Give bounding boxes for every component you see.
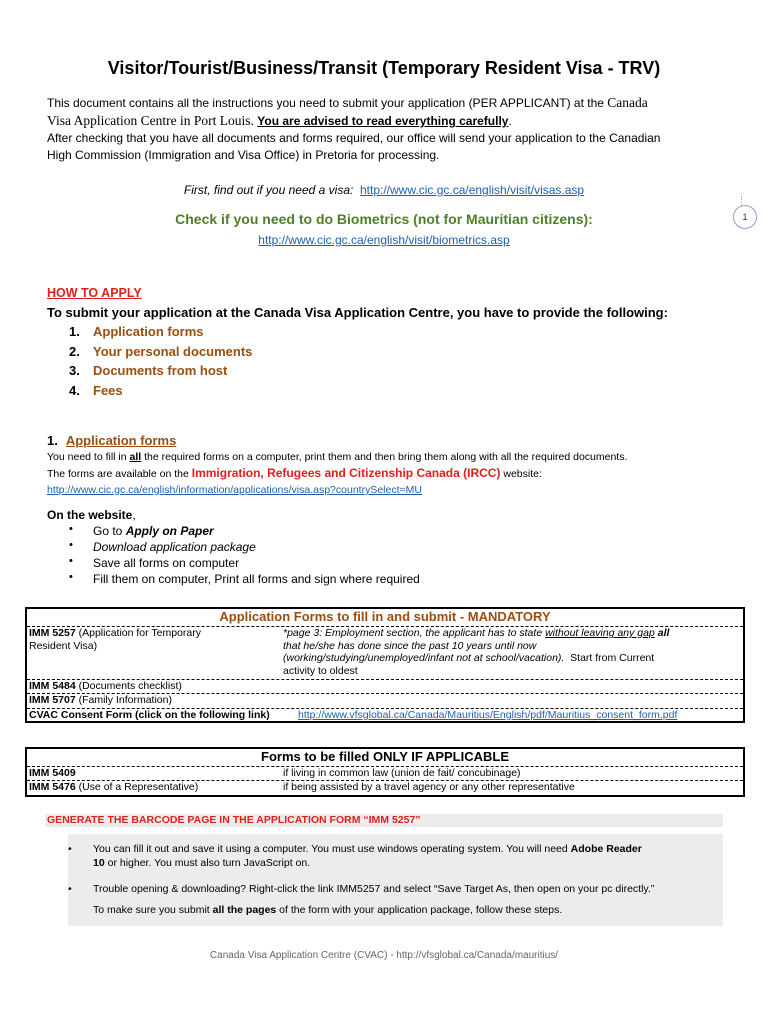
visa-check [0,182,768,199]
table-row: IMM 5476 (Use of a Representative) if being assisted by a travel agency or any other representative [27,780,743,794]
barcode-heading: GENERATE THE BARCODE PAGE IN THE APPLICATION FORM “IMM 5257” [47,814,421,826]
how-to-apply-heading: HOW TO APPLY [47,286,142,300]
intro-para2-line2: High Commission (Immigration and Visa Office) in Pretoria for processing. [47,148,440,162]
table-row: IMM 5707 (Family Information) [27,693,743,707]
visa-check-text: First, find out if you need a visa: [183,183,354,197]
optional-forms-table [25,747,745,797]
page-title: Visitor/Tourist/Business/Transit (Temporary Resident Visa - TRV) [107,58,661,78]
website-step: • Download application package [69,540,420,556]
step-item: 4. Fees [69,382,123,398]
website-heading: On the website, [47,508,136,522]
intro-text-1: This document contains all the instructions you need to submit your application (PER APPLICANT) at the [47,96,604,110]
barcode-instructions: • You can fill it out and save it using a computer. You must use windows operating system. You will need Adobe Reader 10 or higher. You must also turn JavaScript on. • Trouble opening & downloading? Right-click the link IMM5257 and select “Save Target As, then open on your pc directly.” To make sure you submit all the pages of the form with your application package, follow these steps. [68,834,723,926]
comment-marker[interactable]: 1 [733,205,757,229]
step-item: 1. Application forms [69,324,204,339]
website-step: • Fill them on computer, Print all forms and sign where required [69,572,420,588]
visa-check-link[interactable]: http://www.cic.gc.ca/english/visit/visas.asp [360,183,585,197]
step-item: 2. Your personal documents [69,343,253,359]
intro-paragraph [47,94,737,164]
intro-serif-2: Visa Application Centre in Port Louis. [47,113,254,128]
optional-table-header: Forms to be filled ONLY IF APPLICABLE [261,749,509,764]
step-item: 3. Documents from host [69,363,228,378]
intro-para2-line1: After checking that you have all documents and forms required, our office will send your application to the Canadian [47,131,661,145]
section1-body: You need to fill in all the required forms on a computer, print them and then bring them along with all the required documents. The forms are available on the Immigration, Refugees and Citizenship Canada (IRCC) website: http://www.cic.gc.ca/english/information/applications/visa.asp?countrySelect=MU [47,451,628,496]
biometrics-heading: Check if you need to do Biometrics (not for Mauritian citizens): [175,211,593,227]
section1-title: Application forms [65,433,177,448]
table-row: IMM 5484 (Documents checklist) [27,679,743,693]
page-footer: Canada Visa Application Centre (CVAC) - http://vfsglobal.ca/Canada/mauritius/ [209,950,559,961]
barcode-trouble-text: Trouble opening & downloading? Right-click the link IMM5257 and select “Save Target As, then open on your pc directly.” [93,883,655,895]
intro-read-carefully: You are advised to read everything carefully [257,114,509,128]
barcode-all-pages: To make sure you submit all the pages of the form with your application package, follow these steps. [93,904,563,916]
steps-list [69,324,252,402]
table-row: IMM 5409 if living in common law (union de fait/ concubinage) [27,766,743,780]
biometrics-link[interactable]: http://www.cic.gc.ca/english/visit/biometrics.asp [258,233,510,247]
how-to-apply-intro: To submit your application at the Canada Visa Application Centre, you have to provide the following: [47,305,668,320]
ircc-name: Immigration, Refugees and Citizenship Canada (IRCC) [191,466,501,480]
section1-heading: 1. Application forms [47,433,177,448]
website-step: • Go to Apply on Paper [69,524,420,540]
barcode-heading-bar [45,814,723,827]
website-steps [69,524,420,588]
intro-serif-1: Canada [607,95,648,110]
consent-form-link[interactable]: http://www.vfsglobal.ca/Canada/Mauritius/English/pdf/Mauritius_consent_form.pdf [298,709,678,721]
mandatory-forms-table [25,607,745,723]
mandatory-table-header: Application Forms to fill in and submit - MANDATORY [219,609,551,624]
table-row: CVAC Consent Form (click on the following link) http://www.vfsglobal.ca/Canada/Mauritius/English/pdf/Mauritius_consent_form.pdf [27,708,743,722]
ircc-forms-link[interactable]: http://www.cic.gc.ca/english/information/applications/visa.asp?countrySelect=MU [47,484,422,496]
table-row: IMM 5257 (Application for Temporary Resident Visa) *page 3: Employment section, the applicant has to state without leaving any gap all that he/she has done since the past 10 years until now (working/studying/unemployed/infant not at school/vacation). Start from Current activity to oldest [27,626,743,679]
website-step: • Save all forms on computer [69,556,420,572]
intro-period: . [508,114,512,128]
